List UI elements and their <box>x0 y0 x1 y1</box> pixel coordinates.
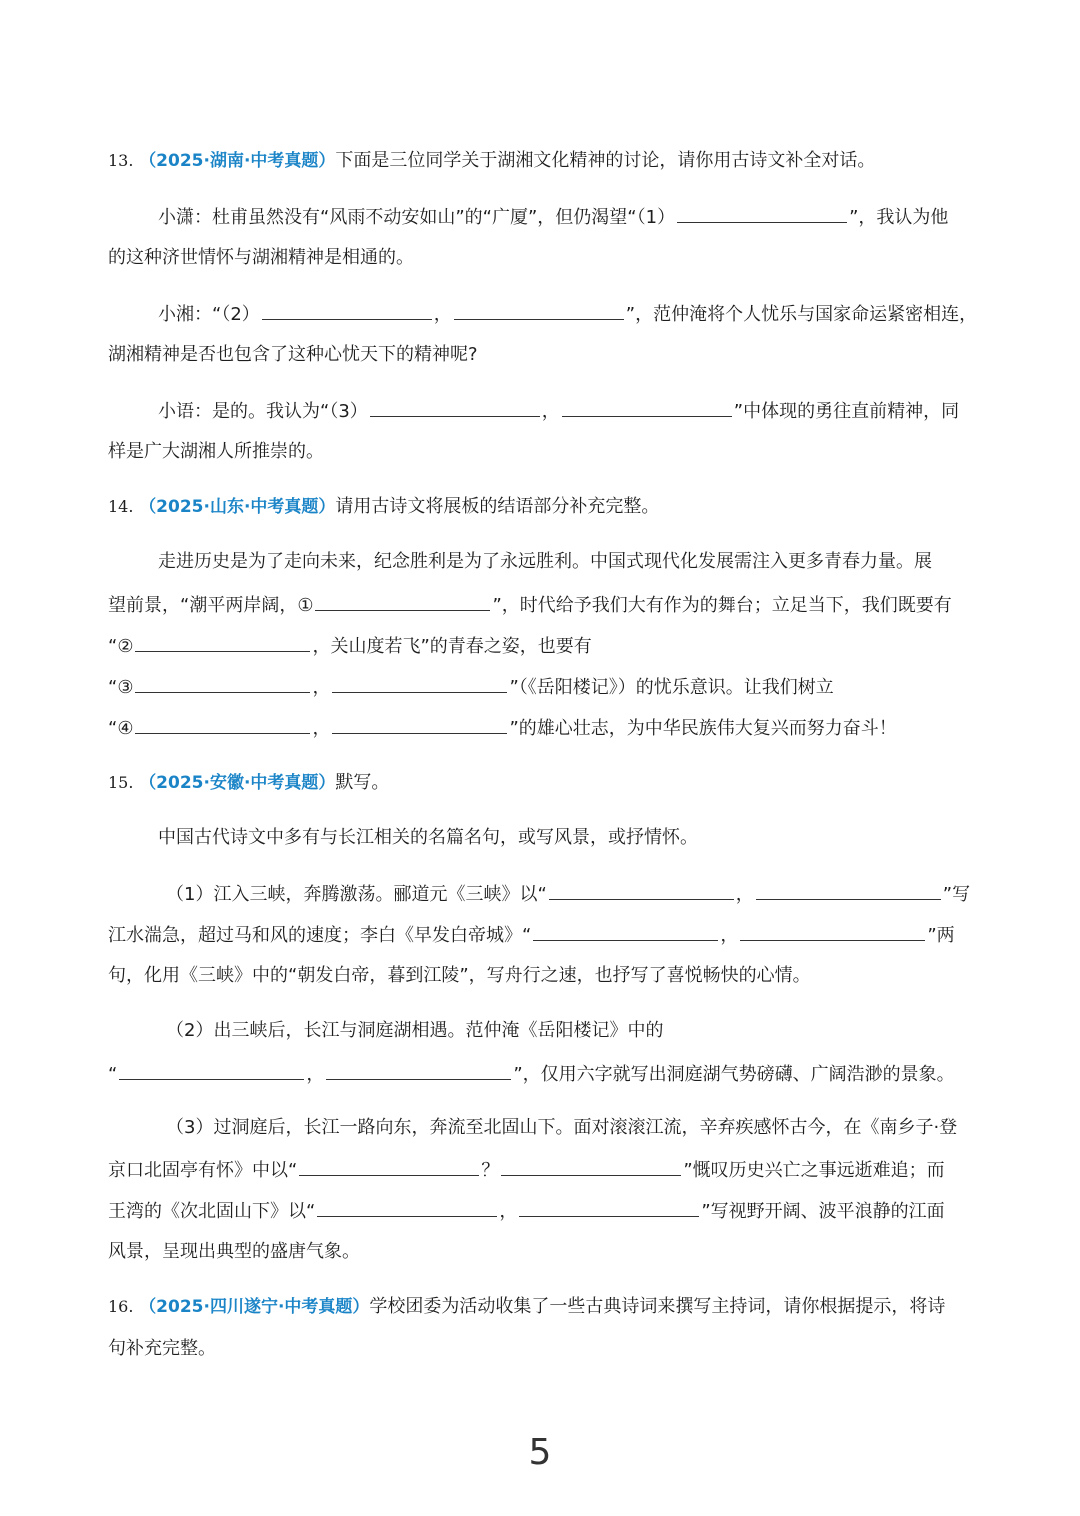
question-stem: 下面是三位同学关于湖湘文化精神的讨论，请你用古诗文补全对话。 <box>335 150 876 171</box>
answer-blank[interactable] <box>370 398 540 417</box>
question-16-header <box>108 1295 945 1319</box>
passage-line <box>108 922 955 946</box>
text: 句补充完整。 <box>108 1338 216 1359</box>
text: ， <box>312 677 331 698</box>
page-number: 5 <box>528 1432 552 1473</box>
text: （1）江入三峡，奔腾激荡。郦道元《三峡》以“ <box>166 884 547 905</box>
text: 湖湘精神是否也包含了这种心忧天下的精神呢? <box>108 344 478 365</box>
answer-blank[interactable] <box>262 301 432 320</box>
text: ”，范仲淹将个人忧乐与国家命运紧密相连， <box>625 304 978 325</box>
text: 的这种济世情怀与湖湘精神是相通的。 <box>108 247 414 268</box>
text: ”中体现的勇往直前精神，同 <box>733 401 960 422</box>
source-tag: （2025·山东·中考真题） <box>139 497 336 517</box>
passage-line <box>108 964 811 988</box>
passage-line <box>158 550 932 574</box>
text: “ <box>108 1064 118 1085</box>
answer-blank[interactable] <box>519 1198 699 1217</box>
question-stem: 请用古诗文将展板的结语部分补充完整。 <box>335 496 660 517</box>
answer-blank[interactable] <box>740 922 925 941</box>
question-number: 15. <box>108 773 134 792</box>
text: “② <box>108 636 134 657</box>
answer-blank[interactable] <box>135 674 310 693</box>
text: ”写视野开阔、波平浪静的江面 <box>701 1201 945 1222</box>
text: （3）过洞庭后，长江一路向东，奔流至北固山下。面对滚滚江流，辛弃疾感怀古今，在《南乡子·登 <box>166 1117 958 1138</box>
answer-blank[interactable] <box>332 674 507 693</box>
text: 样是广大湖湘人所推崇的。 <box>108 441 324 462</box>
text: ”慨叹历史兴亡之事远逝难追；而 <box>683 1160 945 1181</box>
text: 京口北固亭有怀》中以“ <box>108 1160 298 1181</box>
text: ， <box>720 925 739 946</box>
question-number: 16. <box>108 1297 134 1316</box>
dialogue-line <box>108 246 414 270</box>
text: “③ <box>108 677 134 698</box>
question-number: 13. <box>108 151 134 170</box>
answer-blank[interactable] <box>135 633 310 652</box>
text: 小湘：“（2） <box>158 304 260 325</box>
text: ”，我认为他 <box>849 207 949 228</box>
passage-line <box>166 881 970 905</box>
text: ”，时代给予我们大有作为的舞台；立足当下，我们既要有 <box>492 595 952 616</box>
text: ， <box>433 304 452 325</box>
text: 望前景，“潮平两岸阔，① <box>108 595 314 616</box>
source-tag: （2025·四川遂宁·中考真题） <box>139 1297 370 1317</box>
text: ？ <box>481 1160 500 1181</box>
answer-blank[interactable] <box>756 881 941 900</box>
text: 小语：是的。我认为“（3） <box>158 401 368 422</box>
text: “④ <box>108 718 134 739</box>
text: ， <box>499 1201 518 1222</box>
text: ，关山度若飞”的青春之姿，也要有 <box>312 636 592 657</box>
passage-line <box>108 1157 945 1181</box>
passage-line <box>158 826 698 850</box>
dialogue-line <box>158 398 959 422</box>
question-stem: 学校团委为活动收集了一些古典诗词来撰写主持词，请你根据提示，将诗 <box>369 1296 946 1317</box>
text: ， <box>735 884 754 905</box>
question-stem: 默写。 <box>335 772 390 793</box>
text: ”写 <box>942 884 971 905</box>
text: 风景，呈现出典型的盛唐气象。 <box>108 1241 360 1262</box>
answer-blank[interactable] <box>315 592 490 611</box>
text: ， <box>312 718 331 739</box>
passage-line <box>108 633 592 657</box>
text: ， <box>306 1064 325 1085</box>
passage-line <box>108 1337 216 1361</box>
answer-blank[interactable] <box>299 1157 479 1176</box>
text: ”，仅用六字就写出洞庭湖气势磅礴、广阔浩渺的景象。 <box>513 1064 955 1085</box>
question-15-header <box>108 771 389 795</box>
passage-line <box>166 1019 663 1043</box>
text: ”的雄心壮志，为中华民族伟大复兴而努力奋斗！ <box>509 718 897 739</box>
text: ”两 <box>927 925 955 946</box>
source-tag: （2025·湖南·中考真题） <box>139 151 336 171</box>
text: 句，化用《三峡》中的“朝发白帝，暮到江陵”，写舟行之速，也抒写了喜悦畅快的心情。 <box>108 965 811 986</box>
passage-line <box>108 592 952 616</box>
passage-line <box>108 1240 360 1264</box>
text: 王湾的《次北固山下》以“ <box>108 1201 316 1222</box>
answer-blank[interactable] <box>119 1061 304 1080</box>
answer-blank[interactable] <box>549 881 734 900</box>
answer-blank[interactable] <box>501 1157 681 1176</box>
question-number: 14. <box>108 497 134 516</box>
text: 中国古代诗文中多有与长江相关的名篇名句，或写风景，或抒情怀。 <box>158 827 698 848</box>
answer-blank[interactable] <box>317 1198 497 1217</box>
answer-blank[interactable] <box>326 1061 511 1080</box>
passage-line <box>108 674 834 698</box>
dialogue-line <box>108 440 324 464</box>
answer-blank[interactable] <box>135 715 310 734</box>
dialogue-line <box>108 343 478 367</box>
passage-line <box>108 715 897 739</box>
text: （2）出三峡后，长江与洞庭湖相遇。范仲淹《岳阳楼记》中的 <box>166 1020 664 1041</box>
dialogue-line <box>158 301 977 325</box>
answer-blank[interactable] <box>677 204 847 223</box>
dialogue-line <box>158 204 948 228</box>
answer-blank[interactable] <box>332 715 507 734</box>
answer-blank[interactable] <box>562 398 732 417</box>
text: ， <box>541 401 560 422</box>
text: 走进历史是为了走向未来，纪念胜利是为了永远胜利。中国式现代化发展需注入更多青春力量。展 <box>158 551 932 572</box>
passage-line <box>108 1198 945 1222</box>
text: 江水湍急，超过马和风的速度；李白《早发白帝城》“ <box>108 925 532 946</box>
text: 小潇：杜甫虽然没有“风雨不动安如山”的“广厦”，但仍渴望“（1） <box>158 207 676 228</box>
passage-line <box>108 1061 955 1085</box>
text: ”（《岳阳楼记》）的忧乐意识。让我们树立 <box>509 677 834 698</box>
question-13-header <box>108 149 875 173</box>
answer-blank[interactable] <box>533 922 718 941</box>
question-14-header <box>108 495 659 519</box>
source-tag: （2025·安徽·中考真题） <box>139 773 336 793</box>
passage-line <box>166 1116 957 1140</box>
answer-blank[interactable] <box>454 301 624 320</box>
